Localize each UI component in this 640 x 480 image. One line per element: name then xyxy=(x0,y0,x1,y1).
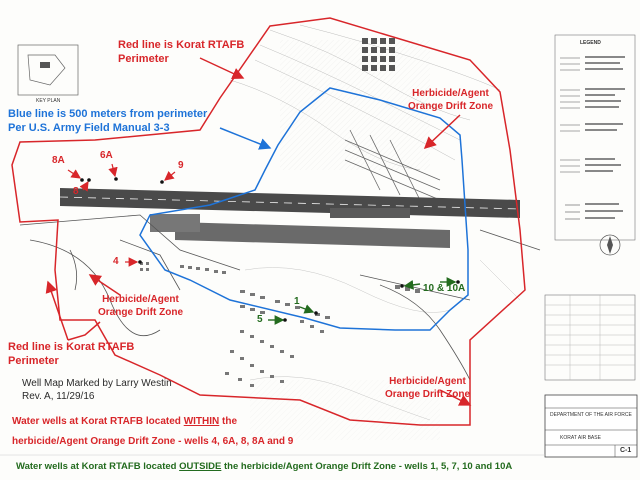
well-label-8: 8 xyxy=(73,186,79,197)
well-label-10-10A: 10 & 10A xyxy=(423,283,466,294)
credits-author: Well Map Marked by Larry Westin xyxy=(22,378,172,389)
legend-panel xyxy=(555,35,635,255)
base-buildings xyxy=(140,262,420,387)
arrow-well-6A xyxy=(112,164,115,176)
well-label-4: 4 xyxy=(113,256,119,267)
label-blue-line xyxy=(8,107,207,135)
label-drift-zone-top-2: Orange Drift Zone xyxy=(408,101,494,112)
arrow-perimeter-left-2 xyxy=(68,322,100,340)
credits xyxy=(22,377,172,403)
well-label-5: 5 xyxy=(257,314,263,325)
key-plan-inset xyxy=(18,45,78,95)
caption-within-line2: herbicide/Agent Orange Drift Zone - wells 4, 6A, 8, 8A and 9 xyxy=(12,436,294,447)
arrow-blue-line xyxy=(220,128,270,148)
label-drift-zone-left-2: Orange Drift Zone xyxy=(98,307,184,318)
label-drift-zone-bottom-2: Orange Drift Zone xyxy=(385,389,471,400)
caption-within xyxy=(12,412,293,452)
label-drift-zone-top xyxy=(408,87,493,113)
caption-outside-text1: Water wells at Korat RTAFB located xyxy=(16,461,180,472)
label-perimeter-left-line2: Perimeter xyxy=(8,355,59,367)
label-perimeter-top xyxy=(118,38,244,66)
arrow-well-9 xyxy=(165,172,175,180)
arrow-well-10 xyxy=(405,284,420,286)
runway xyxy=(60,188,520,248)
label-drift-zone-bottom xyxy=(385,375,470,401)
caption-within-emph: WITHIN xyxy=(183,416,220,427)
well-label-6A: 6A xyxy=(100,150,113,161)
label-perimeter-left xyxy=(8,340,134,368)
credits-revision: Rev. A, 11/29/16 xyxy=(22,391,95,402)
titleblock-base: KORAT AIR BASE xyxy=(560,435,601,441)
facility-table xyxy=(545,295,635,380)
caption-within-text1: Water wells at Korat RTAFB located xyxy=(12,416,184,427)
well-label-8A: 8A xyxy=(52,155,65,166)
well-label-9: 9 xyxy=(178,160,184,171)
label-drift-zone-top-1: Herbicide/Agent xyxy=(412,88,489,99)
key-plan-title: KEY PLAN xyxy=(36,98,61,104)
caption-within-line1 xyxy=(12,412,293,432)
titleblock-dept: DEPARTMENT OF THE AIR FORCE xyxy=(550,412,632,418)
caption-outside-text2: the herbicide/Agent Orange Drift Zone - wells 1, 5, 7, 10 and 10A xyxy=(221,461,513,472)
well-label-1: 1 xyxy=(294,296,300,307)
label-drift-zone-bottom-1: Herbicide/Agent xyxy=(389,376,466,387)
label-drift-zone-left-1: Herbicide/Agent xyxy=(102,294,179,305)
arrow-well-8A xyxy=(68,170,80,178)
titleblock-sheet: C-1 xyxy=(620,447,632,454)
label-drift-zone-left xyxy=(98,293,183,319)
label-blue-line-1: Blue line is 500 meters from perimeter xyxy=(8,108,208,120)
label-perimeter-top-line2: Perimeter xyxy=(118,53,169,65)
arrow-drift-left xyxy=(90,275,120,295)
caption-outside-emph: OUTSIDE xyxy=(179,461,222,472)
arrow-perimeter-left xyxy=(48,282,68,340)
caption-outside xyxy=(16,460,512,474)
label-perimeter-left-line1: Red line is Korat RTAFB xyxy=(8,341,135,353)
label-perimeter-top-line1: Red line is Korat RTAFB xyxy=(118,39,245,51)
caption-within-text2: the xyxy=(219,416,238,427)
label-blue-line-2: Per U.S. Army Field Manual 3-3 xyxy=(8,122,170,134)
legend-title: LEGEND xyxy=(580,40,601,46)
